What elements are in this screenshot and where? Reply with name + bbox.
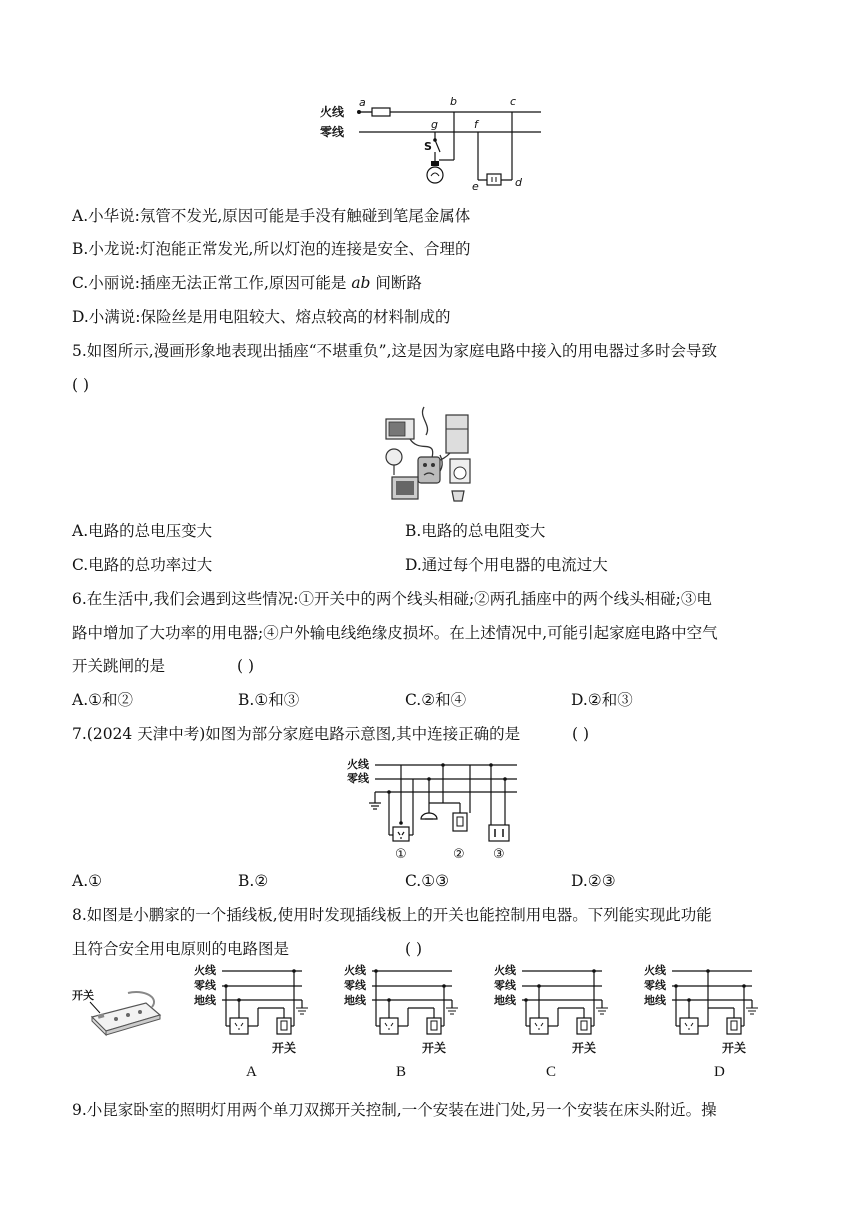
q4-circuit-figure (314, 92, 554, 192)
q8-circuit-option-b (340, 962, 470, 1062)
q8-caption-d: D (714, 1064, 725, 1080)
fig4-e-label: e (472, 180, 479, 192)
q4-option-b: B.小龙说:灯泡能正常发光,所以灯泡的连接是安全、合理的 (72, 240, 471, 258)
q8a-switch-label: 开关 (272, 1041, 297, 1055)
q4-option-c-tail: 间断路 (370, 274, 422, 292)
q8-caption-a: A (246, 1064, 257, 1080)
q7-device-1-number: ① (395, 847, 407, 862)
fig4-live-label: 火线 (320, 105, 345, 119)
q5-option-d: D.通过每个用电器的电流过大 (405, 556, 608, 574)
q6-option-d: D.②和③ (571, 691, 633, 709)
q7-household-circuit-figure (345, 755, 525, 863)
q5-stem: 5.如图所示,漫画形象地表现出插座“不堪重负”,这是因为家庭电路中接入的用电器过多时会导致 (72, 342, 717, 360)
q8-power-strip-picture (68, 985, 168, 1045)
q7-option-c: C.①③ (405, 872, 450, 890)
fig4-a-label: a (359, 96, 366, 109)
q8d-earth-label: 地线 (644, 994, 666, 1007)
q6-option-c: C.②和④ (405, 691, 467, 709)
q8-stem-line1: 8.如图是小鹏家的一个插线板,使用时发现插线板上的开关也能控制用电器。下列能实现此功能 (72, 906, 712, 924)
q8b-switch-label: 开关 (422, 1041, 447, 1055)
q4-option-d: D.小满说:保险丝是用电阻较大、熔点较高的材料制成的 (72, 308, 451, 326)
q6-stem-line1: 6.在生活中,我们会遇到这些情况:①开关中的两个线头相碰;②两孔插座中的两个线头相碰;③电 (72, 590, 712, 608)
q7-device-3-number: ③ (493, 847, 505, 862)
q7-option-d: D.②③ (571, 872, 616, 890)
q4-option-a: A.小华说:氖管不发光,原因可能是手没有触碰到笔尾金属体 (72, 207, 471, 225)
q8-strip-switch-label: 开关 (72, 989, 94, 1002)
q5-option-b: B.电路的总电阻变大 (405, 522, 546, 540)
q8c-live-label: 火线 (494, 964, 516, 977)
fig4-switch-label: S (424, 140, 432, 153)
q8c-neutral-label: 零线 (494, 979, 516, 992)
q8c-earth-label: 地线 (494, 994, 516, 1007)
fig4-c-label: c (510, 95, 517, 108)
q7-neutral-label: 零线 (347, 772, 369, 785)
q9-stem-line1: 9.小昆家卧室的照明灯用两个单刀双掷开关控制,一个安装在进门处,另一个安装在床头附近。操 (72, 1101, 717, 1119)
q8-circuit-option-d (640, 962, 770, 1062)
q8a-live-label: 火线 (194, 964, 216, 977)
q6-stem-line3: 开关跳闸的是 (72, 657, 166, 675)
q8d-live-label: 火线 (644, 964, 666, 977)
q8-answer-bracket: ( ) (405, 940, 423, 958)
q4-option-c-text: C.小丽说:插座无法正常工作,原因可能是 (72, 274, 352, 292)
q5-overloaded-socket-cartoon (380, 405, 480, 505)
q7-option-a: A.① (72, 872, 103, 890)
q8b-earth-label: 地线 (344, 994, 366, 1007)
q7-answer-bracket: ( ) (572, 725, 590, 743)
fig4-neutral-label: 零线 (320, 125, 345, 139)
fig4-g-label: g (431, 118, 438, 131)
q6-answer-bracket: ( ) (237, 657, 255, 675)
q7-device-2-number: ② (453, 847, 465, 862)
q4-option-c (72, 273, 422, 293)
q5-answer-bracket: ( ) (72, 376, 90, 394)
fig4-d-label: d (515, 176, 522, 189)
q8-caption-b: B (396, 1064, 407, 1080)
q6-stem-line2: 路中增加了大功率的用电器;④户外输电线绝缘皮损坏。在上述情况中,可能引起家庭电路中空气 (72, 624, 718, 642)
q7-live-label: 火线 (347, 758, 369, 771)
q8b-neutral-label: 零线 (344, 979, 366, 992)
fig4-b-label: b (450, 95, 457, 108)
q8-circuit-option-a (190, 962, 320, 1062)
q8a-neutral-label: 零线 (194, 979, 216, 992)
q6-option-b: B.①和③ (238, 691, 300, 709)
q8-circuit-option-c (490, 962, 620, 1062)
q6-option-a: A.①和② (72, 691, 134, 709)
q4-option-c-italic: ab (351, 274, 371, 292)
q7-option-b: B.② (238, 872, 269, 890)
q7-stem: 7.(2024 天津中考)如图为部分家庭电路示意图,其中连接正确的是 (72, 725, 521, 743)
q8b-live-label: 火线 (344, 964, 366, 977)
q8a-earth-label: 地线 (194, 994, 216, 1007)
q8d-neutral-label: 零线 (644, 979, 666, 992)
q5-option-c: C.电路的总功率过大 (72, 556, 213, 574)
q8d-switch-label: 开关 (722, 1041, 747, 1055)
q8-stem-line2: 且符合安全用电原则的电路图是 (72, 940, 290, 958)
fig4-f-label: f (474, 118, 478, 131)
q8c-switch-label: 开关 (572, 1041, 597, 1055)
q8-caption-c: C (546, 1064, 557, 1080)
q5-option-a: A.电路的总电压变大 (72, 522, 213, 540)
